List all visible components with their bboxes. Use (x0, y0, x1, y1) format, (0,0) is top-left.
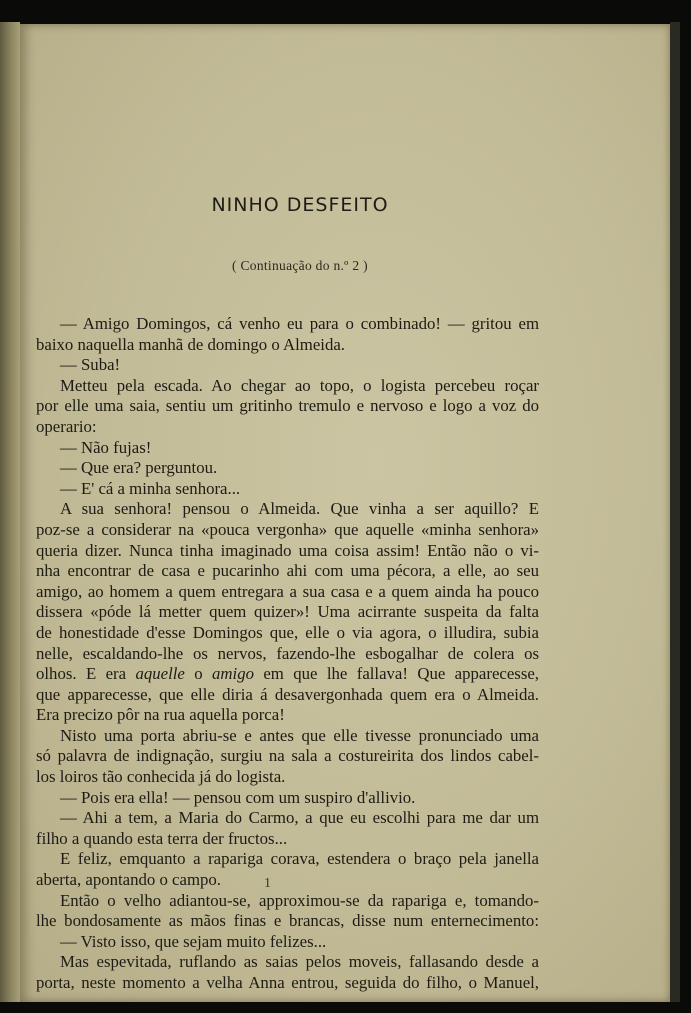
text-line-with-italics (36, 664, 539, 685)
text-line: lhe bondosamente as mãos finas e brancas, disse num enternecimento: (36, 911, 539, 931)
text-line: Então o velho adiantou-se, approximou-se da rapariga e, tomando- (60, 890, 539, 910)
text-line: — Amigo Domingos, cá venho eu para o combinado! — gritou em (60, 314, 539, 333)
text-line: aberta, apontando o campo. (36, 870, 221, 890)
text-line: que apparecesse, que elle diria á desavergonhada quem era o Almeida. (36, 684, 539, 704)
text-line: — Não fujas! (60, 437, 152, 457)
text-line: poz-se a considerar na «pouca vergonha» que aquelle «minha senhora» (36, 519, 539, 539)
text-line: filho a quando esta terra der fructos... (36, 828, 288, 848)
text-line: Era precizo pôr na rua aquella porca! (36, 705, 285, 725)
text-line: nha encontrar de casa e pucarinho ahi com uma pécora, a elle, ao seu (36, 561, 539, 581)
text-line: amigo, ao homem a quem entregara a sua casa e a quem ainda ha pouco (36, 581, 539, 601)
article-body (36, 314, 539, 994)
book-spine-shadow (0, 22, 20, 1002)
italic-word: aquelle (135, 664, 185, 684)
text-line: — Pois era ella! — pensou com um suspiro d'allivio. (60, 787, 416, 807)
text-line: Metteu pela escada. Ao chegar ao topo, o logista percebeu roçar (60, 375, 539, 395)
italic-word: amigo (212, 664, 254, 684)
text-fragment: o (184, 664, 213, 684)
text-line: porta, neste momento a velha Anna entrou, seguida do filho, o Manuel, (36, 973, 539, 992)
text-line: por elle uma saia, sentiu um gritinho tremulo e nervoso e logo a voz do (36, 396, 539, 416)
text-line: Mas espevitada, ruflando as saias pelos moveis, fallasando desde a (60, 952, 539, 972)
text-line: queria dizer. Nunca tinha imaginado uma coisa assim! Então não o vi- (36, 540, 539, 560)
text-line: baixo naquella manhã de domingo o Almeida. (36, 334, 345, 354)
text-line: — E' cá a minha senhora... (60, 478, 241, 498)
text-line: dissera «póde lá metter quem quizer»! Uma acirrante suspeita da falta (36, 602, 539, 622)
text-line: — Ahi a tem, a Maria do Carmo, a que eu escolhi para me dar um (60, 808, 539, 828)
text-line: operario: (36, 416, 97, 436)
page-signature-mark: 1 (264, 876, 271, 891)
text-line: nelle, escaldando-lhe os nervos, fazendo-lhe esbogalhar de colera os (36, 643, 539, 663)
text-line: de honestidade d'esse Domingos que, elle o via agora, o illudira, subia (36, 622, 539, 642)
text-line: A sua senhora! pensou o Almeida. Que vinha a ser aquillo? E (60, 499, 539, 519)
page-edge (670, 22, 680, 1002)
text-line: — Suba! (60, 355, 121, 375)
article-title: NINHO DESFEITO (211, 194, 389, 216)
article-subtitle: ( Continuação do n.º 2 ) (232, 258, 368, 273)
text-line: E feliz, emquanto a rapariga corava, estendera o braço pela janella (60, 849, 539, 869)
text-line: só palavra de indignação, surgiu na sala a costureirita dos lindos cabel- (36, 746, 539, 766)
text-line: — Visto isso, que sejam muito felizes... (60, 931, 327, 951)
text-fragment: em que lhe fallava! Que apparecesse, (253, 664, 540, 684)
text-line: Nisto uma porta abriu-se e antes que elle tivesse pronunciado uma (60, 725, 539, 745)
text-line: — Que era? perguntou. (60, 458, 218, 478)
text-fragment: olhos. E era (36, 664, 136, 684)
text-line: los loiros tão conhecida já do logista. (36, 767, 286, 787)
